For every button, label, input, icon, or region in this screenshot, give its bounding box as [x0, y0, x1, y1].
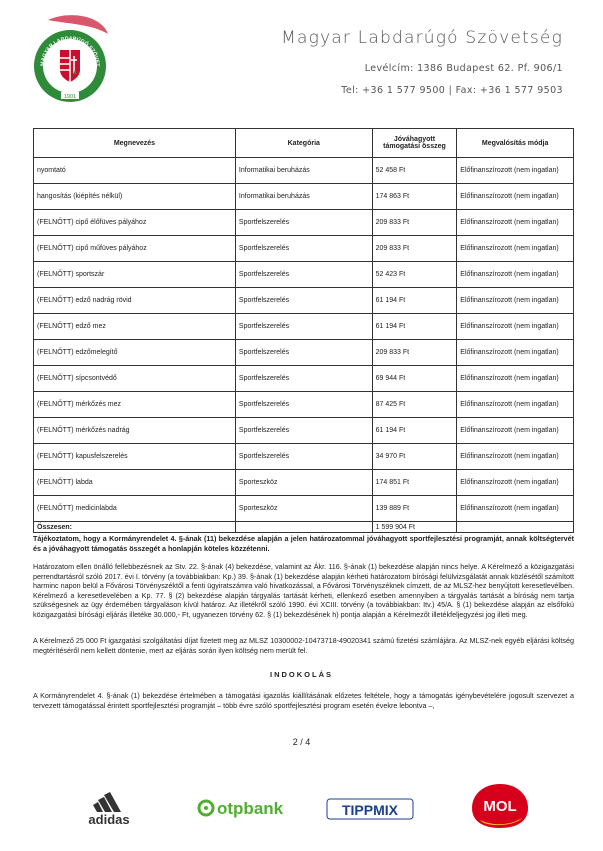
mol-logo	[470, 782, 530, 820]
table-row	[34, 366, 574, 392]
cell-amount: 61 194 Ft	[372, 288, 457, 314]
cell-name: (FELNŐTT) edző nadrág rövid	[34, 288, 236, 314]
cell-method: Előfinanszírozott (nem ingatlan)	[457, 236, 574, 262]
org-contact: Tel: +36 1 577 9500 | Fax: +36 1 577 9503	[341, 85, 563, 96]
cell-category: Sportfelszerelés	[235, 366, 372, 392]
cell-method: Előfinanszírozott (nem ingatlan)	[457, 496, 574, 522]
cell-category: Sportfelszerelés	[235, 236, 372, 262]
cell-amount: 69 944 Ft	[372, 366, 457, 392]
letterhead	[281, 28, 563, 102]
cell-name: (FELNŐTT) cipő élőfüves pályához	[34, 210, 236, 236]
cell-amount: 174 851 Ft	[372, 470, 457, 496]
cell-name: (FELNŐTT) labda	[34, 470, 236, 496]
table-row	[34, 392, 574, 418]
otpbank-text: otpbank	[217, 799, 284, 818]
cell-amount: 52 423 Ft	[372, 262, 457, 288]
header-amount: Jóváhagyott támogatási összeg	[372, 129, 457, 158]
cell-name: (FELNŐTT) edző mez	[34, 314, 236, 340]
cell-name: (FELNŐTT) medicinlabda	[34, 496, 236, 522]
cell-amount: 52 458 Ft	[372, 158, 457, 184]
table-row	[34, 444, 574, 470]
page-number: 2 / 4	[292, 737, 311, 747]
cell-amount: 34 970 Ft	[372, 444, 457, 470]
mol-text: MOL	[483, 798, 517, 815]
org-address: Levélcím: 1386 Budapest 62. Pf. 906/1	[364, 63, 563, 74]
cell-category: Sportfelszerelés	[235, 340, 372, 366]
cell-method: Előfinanszírozott (nem ingatlan)	[457, 366, 574, 392]
table-row	[34, 210, 574, 236]
tippmix-logo	[325, 790, 415, 828]
cell-category: Sportfelszerelés	[235, 262, 372, 288]
cell-amount: 61 194 Ft	[372, 314, 457, 340]
cell-method: Előfinanszírozott (nem ingatlan)	[457, 210, 574, 236]
org-name: Magyar Labdarúgó Szövetség	[281, 28, 563, 48]
cell-method: Előfinanszírozott (nem ingatlan)	[457, 288, 574, 314]
cell-amount: 87 425 Ft	[372, 392, 457, 418]
reasoning-title: INDOKOLÁS	[270, 670, 333, 679]
total-empty-2	[457, 522, 574, 533]
table-row	[34, 288, 574, 314]
publication-notice: Tájékoztatom, hogy a Kormányrendelet 4. §-ának (11) bekezdése alapján a jelen határozatommal jóváhagyott sportfejlesztési programját, annak költségtervét és a jóváhagyott támogatás összegét a honlapján köteles közzétenni.	[33, 534, 574, 553]
table-row	[34, 158, 574, 184]
header-method: Megvalósítás módja	[457, 129, 574, 158]
table-row	[34, 418, 574, 444]
cell-category: Sportfelszerelés	[235, 288, 372, 314]
table-row	[34, 184, 574, 210]
cell-category: Sporteszköz	[235, 470, 372, 496]
cell-category: Informatikai beruházás	[235, 158, 372, 184]
cell-method: Előfinanszírozott (nem ingatlan)	[457, 184, 574, 210]
cell-category: Sportfelszerelés	[235, 418, 372, 444]
table-row	[34, 470, 574, 496]
adidas-logo	[85, 790, 155, 828]
table-body	[34, 158, 574, 522]
otpbank-logo	[197, 790, 297, 828]
mlsz-logo	[30, 14, 110, 106]
logo-year: 1901	[63, 94, 77, 100]
cell-method: Előfinanszírozott (nem ingatlan)	[457, 262, 574, 288]
header-name: Megnevezés	[34, 129, 236, 158]
reasoning-paragraph: A Kormányrendelet 4. §-ának (1) bekezdése értelmében a támogatási igazolás kiállításának előzetes feltétele, hogy a támogatás igénybevételére jogosult szervezet a tervezett támogatással érintett sportfejlesztési programját – több évre szóló sportfejlesztési program esetén évekre lebontva –,	[33, 691, 574, 710]
approved-items-table	[33, 128, 574, 533]
fee-paragraph: A Kérelmező 25 000 Ft igazgatási szolgáltatási díjat fizetett meg az MLSZ 10300002-10473718-49020341 számú fizetési számlájára. Az MLSZ-nek egyéb eljárási költség megtérítéséről nem kellett döntenie, mert az eljárás során ilyen költség nem merült fel.	[33, 636, 574, 655]
cell-method: Előfinanszírozott (nem ingatlan)	[457, 158, 574, 184]
total-value: 1 599 904 Ft	[372, 522, 457, 533]
cell-amount: 61 194 Ft	[372, 418, 457, 444]
cell-name: hangosítás (kiépítés nélkül)	[34, 184, 236, 210]
total-empty	[235, 522, 372, 533]
table-row	[34, 340, 574, 366]
cell-category: Sportfelszerelés	[235, 392, 372, 418]
cell-name: (FELNŐTT) mérkőzés mez	[34, 392, 236, 418]
total-row	[34, 522, 574, 533]
cell-name: (FELNŐTT) cipő műfüves pályához	[34, 236, 236, 262]
cell-method: Előfinanszírozott (nem ingatlan)	[457, 470, 574, 496]
cell-amount: 174 863 Ft	[372, 184, 457, 210]
cell-category: Sporteszköz	[235, 496, 372, 522]
cell-name: (FELNŐTT) sípcsontvédő	[34, 366, 236, 392]
cell-method: Előfinanszírozott (nem ingatlan)	[457, 444, 574, 470]
table-row	[34, 496, 574, 522]
cell-amount: 209 833 Ft	[372, 210, 457, 236]
cell-name: nyomtató	[34, 158, 236, 184]
logo-ring-text: MAGYAR LABDARÚGÓ SZÖVET	[39, 35, 101, 67]
cell-amount: 209 833 Ft	[372, 236, 457, 262]
cell-method: Előfinanszírozott (nem ingatlan)	[457, 314, 574, 340]
table-row	[34, 314, 574, 340]
cell-name: (FELNŐTT) kapusfelszerelés	[34, 444, 236, 470]
cell-category: Sportfelszerelés	[235, 314, 372, 340]
cell-method: Előfinanszírozott (nem ingatlan)	[457, 418, 574, 444]
table-row	[34, 262, 574, 288]
cell-amount: 139 889 Ft	[372, 496, 457, 522]
cell-name: (FELNŐTT) edzőmelegítő	[34, 340, 236, 366]
header-category: Kategória	[235, 129, 372, 158]
cell-amount: 209 833 Ft	[372, 340, 457, 366]
cell-category: Informatikai beruházás	[235, 184, 372, 210]
cell-name: (FELNŐTT) mérkőzés nadrág	[34, 418, 236, 444]
cell-category: Sportfelszerelés	[235, 444, 372, 470]
total-label: Összesen:	[34, 522, 236, 533]
appeal-paragraph: Határozatom ellen önálló fellebbezésnek az Stv. 22. §-ának (4) bekezdése, valamint az Ákr. 116. §-ának (1) bekezdése alapján nincs helye. A Kérelmező a közigazgatási perrendtartásról szóló 2017. évi I. törvény (a továbbiakban: Kp.) 39. §-ának (1) bekezdése alapján kérheti határozatom bírósági felülvizsgálatát annak közlésétől számított harminc napon belül a Fővárosi Törvényszéktől a fenti ügyiratszámra való hivatkozással, a Fővárosi Törvényszéknek címzett, de az MLSZ-hez benyújtott keresetlevélben. Kérelmező a keresetlevelében a Kp. 77. § (2) bekezdése alapján tárgyalás tartását kérheti, ellenkező esetben amennyiben a tárgyalás tartását a bíróság nem tartja szükségesnek az ügy érdemében tárgyaláson kívül határoz. Az illetékről szóló 1990. évi XCIII. törvény (a továbbiakban: Itv.) 45/A. § (1) bekezdése alapján az elsőfokú közigazgatási bírósági eljárás illetéke 30.000,- Ft, ugyanezen törvény 62. § (1) bekezdésének h) pontja alapján a Kérelmezőt illetékfeljegyzési jog illeti meg.	[33, 562, 574, 619]
cell-name: (FELNŐTT) sportszár	[34, 262, 236, 288]
cell-method: Előfinanszírozott (nem ingatlan)	[457, 392, 574, 418]
table-row	[34, 236, 574, 262]
tippmix-text: TIPPMIX	[341, 802, 399, 818]
table-header-row	[34, 129, 574, 158]
adidas-text: adidas	[88, 812, 130, 827]
cell-category: Sportfelszerelés	[235, 210, 372, 236]
cell-method: Előfinanszírozott (nem ingatlan)	[457, 340, 574, 366]
